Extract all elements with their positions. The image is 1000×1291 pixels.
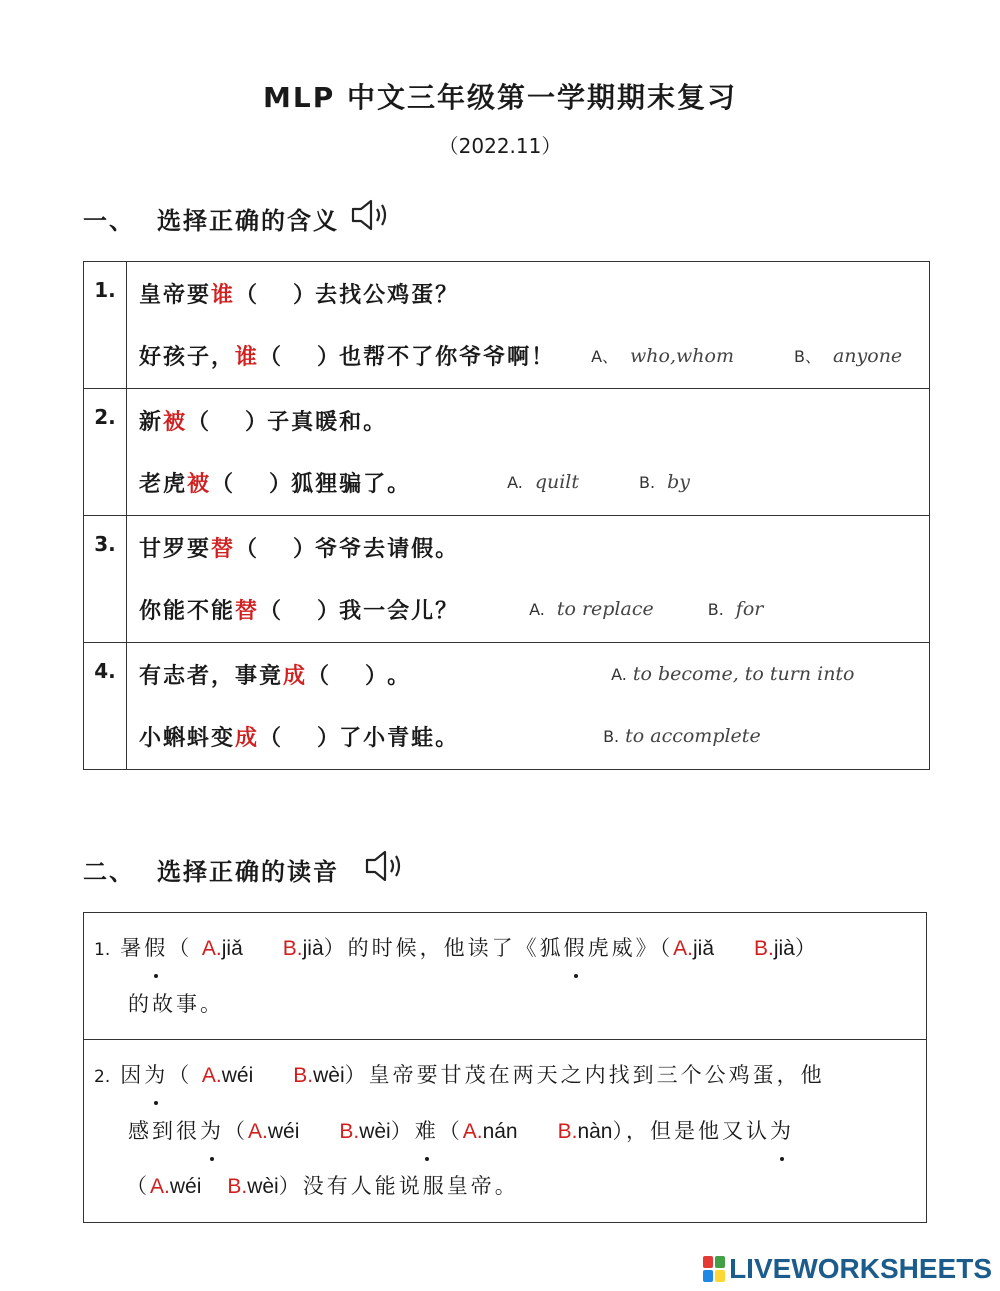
choice-b[interactable]: B.jià	[754, 937, 795, 960]
answer-blank[interactable]	[233, 469, 269, 495]
section2-title: 选择正确的读音	[157, 857, 339, 886]
choice-a[interactable]: A.wéi	[150, 1175, 202, 1198]
sentence-line: 你能不能 替 （ ） 我一会儿？ A. to replace B. for	[127, 578, 929, 640]
option-b: B. to accomplete	[603, 725, 761, 747]
answer-blank[interactable]	[281, 596, 317, 622]
question-line: （A.wéi B.wèi）没有人能说服皇帝。	[126, 1174, 519, 1198]
option-b: B. by	[639, 471, 690, 493]
choice-b[interactable]: B.jià	[282, 937, 324, 960]
section1-heading	[83, 197, 393, 239]
target-char: 替	[211, 536, 236, 562]
option-b: B、 anyone	[793, 344, 903, 367]
question-line: 感到很为（A.wéi B.wèi）难（A.nán B.nàn），但是他又认为	[94, 1104, 916, 1159]
table-row	[84, 1040, 927, 1223]
option-a: A. quilt	[507, 471, 580, 493]
row-content	[127, 516, 930, 643]
target-char: 替	[235, 598, 260, 624]
target-char: 谁	[235, 344, 260, 370]
question-line: 2. 因为（ A.wéi B.wèi）皇帝要甘茂在两天之内找到三个公鸡蛋，他	[94, 1048, 916, 1104]
option-a: A. to replace	[529, 598, 654, 620]
page-date: （2022.11）	[438, 134, 562, 158]
row-content	[127, 643, 930, 770]
choice-a[interactable]: A.wéi	[248, 1120, 300, 1143]
answer-blank[interactable]	[257, 280, 293, 306]
table-row	[84, 516, 930, 643]
option-b: B. for	[707, 598, 764, 620]
sentence-line: 好孩子， 谁 （ ） 也帮不了你爷爷啊！ A、 who,whom B、 anyone	[127, 324, 929, 386]
question-line: 的故事。	[128, 992, 224, 1016]
choice-b[interactable]: B.wèi	[293, 1064, 345, 1087]
answer-blank[interactable]	[281, 723, 317, 749]
row-number: 2.	[84, 389, 127, 516]
sentence-line: 小蝌蚪变 成 （ ） 了小青蛙。 B. to accomplete	[127, 705, 929, 767]
choice-a[interactable]: A.jiǎ	[201, 937, 243, 960]
choice-a[interactable]: A.nán	[462, 1120, 518, 1143]
section1-number: 一、	[83, 206, 135, 235]
table-row	[84, 262, 930, 389]
option-a: A. to become, to turn into	[611, 663, 855, 685]
sentence-line: 老虎 被 （ ） 狐狸骗了。 A. quilt B. by	[127, 451, 929, 513]
row-number: 4.	[84, 643, 127, 770]
sentence-line: 新 被 （ ） 子真暖和。	[127, 389, 929, 451]
answer-blank[interactable]	[281, 342, 317, 368]
liveworksheets-logo	[703, 1253, 992, 1285]
pronunciation-table	[83, 912, 927, 1223]
choice-b[interactable]: B.nàn	[557, 1120, 613, 1143]
speaker-icon[interactable]	[349, 197, 393, 239]
speaker-icon[interactable]	[363, 848, 407, 890]
row-content	[127, 262, 930, 389]
sentence-line: 甘罗要 替 （ ） 爷爷去请假。	[127, 516, 929, 578]
option-a: A、 who,whom	[591, 344, 734, 367]
page-title: MLP 中文三年级第一学期期末复习	[263, 81, 737, 114]
logo-mark-icon	[703, 1256, 725, 1282]
row-number: 3.	[84, 516, 127, 643]
choice-a[interactable]: A.wéi	[201, 1064, 254, 1087]
question-line: 1. 暑假（ A.jiǎ B.jià）的时候，他读了《狐假虎威》（A.jiǎ B.jià）	[94, 921, 916, 977]
choice-b[interactable]: B.wèi	[339, 1120, 391, 1143]
target-char: 谁	[211, 282, 236, 308]
meaning-table	[83, 261, 930, 770]
question-2	[84, 1040, 927, 1223]
choice-b[interactable]: B.wèi	[227, 1175, 279, 1198]
sentence-line: 皇帝要 谁 （ ） 去找公鸡蛋？	[127, 262, 929, 324]
answer-blank[interactable]	[257, 534, 293, 560]
answer-blank[interactable]	[209, 407, 245, 433]
table-row	[84, 643, 930, 770]
section1-title: 选择正确的含义	[157, 206, 339, 235]
logo-text: LIVEWORKSHEETS	[729, 1253, 992, 1284]
choice-a[interactable]: A.jiǎ	[673, 937, 714, 960]
section2-heading	[83, 848, 407, 890]
sentence-line: 有志者，事竟 成 （ ） 。 A. to become, to turn into	[127, 643, 929, 705]
table-row	[84, 913, 927, 1040]
target-char: 成	[283, 663, 308, 689]
table-row	[84, 389, 930, 516]
target-char: 被	[163, 409, 188, 435]
target-char: 成	[235, 725, 260, 751]
question-1	[84, 913, 927, 1040]
answer-blank[interactable]	[329, 661, 365, 687]
row-number: 1.	[84, 262, 127, 389]
target-char: 被	[187, 471, 212, 497]
section2-number: 二、	[83, 857, 135, 886]
row-content	[127, 389, 930, 516]
